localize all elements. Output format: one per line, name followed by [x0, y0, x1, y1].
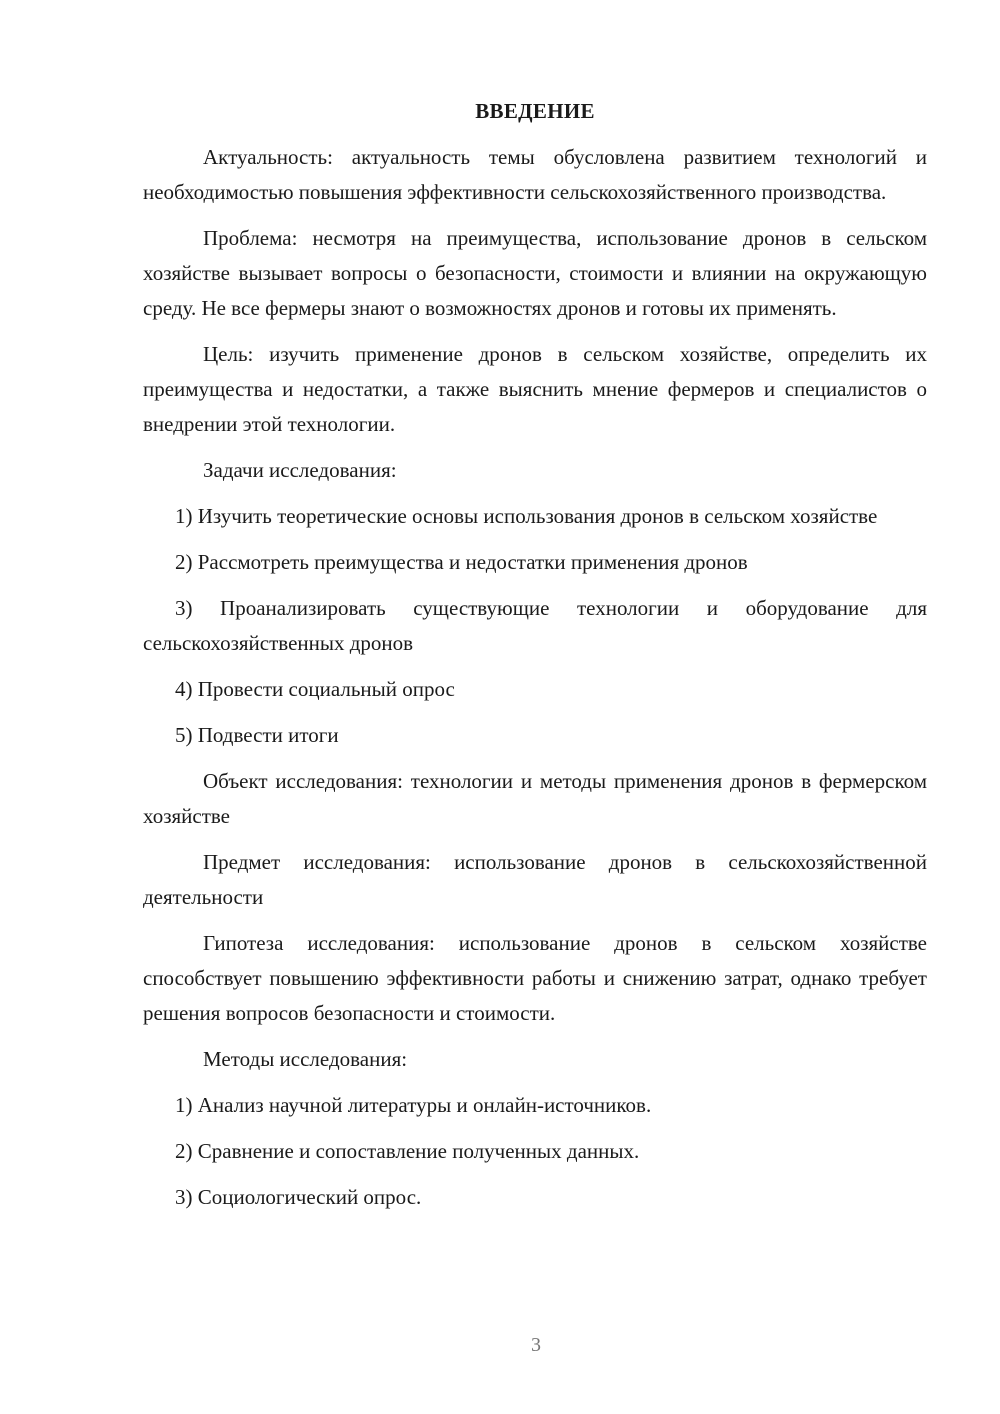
paragraph-subject: Предмет исследования: использование дронов в сельскохозяйственной деятельности — [143, 850, 927, 909]
method-item-3: 3) Социологический опрос. — [175, 1185, 422, 1209]
task-item-4: 4) Провести социальный опрос — [175, 677, 455, 701]
page-number: 3 — [531, 1334, 541, 1356]
paragraph-goal: Цель: изучить применение дронов в сельском хозяйстве, определить их преимущества и недостатки, а также выяснить мнение фермеров и специалистов о внедрении этой технологии. — [143, 342, 927, 436]
paragraph-methods-heading: Методы исследования: — [203, 1047, 408, 1071]
paragraph-relevance: Актуальность: актуальность темы обусловлена развитием технологий и необходимостью повышения эффективности сельскохозяйственного производства. — [143, 145, 927, 204]
paragraph-problem: Проблема: несмотря на преимущества, использование дронов в сельском хозяйстве вызывает вопросы о безопасности, стоимости и влиянии на окружающую среду. Не все фермеры знают о возможностях дронов и готовы их применять. — [143, 226, 927, 320]
paragraph-hypothesis: Гипотеза исследования: использование дронов в сельском хозяйстве способствует повышению эффективности работы и снижению затрат, однако требует решения вопросов безопасности и стоимости. — [143, 931, 927, 1025]
page-content — [143, 96, 927, 1226]
task-item-1: 1) Изучить теоретические основы использования дронов в сельском хозяйстве — [175, 504, 878, 528]
task-item-2: 2) Рассмотреть преимущества и недостатки применения дронов — [175, 550, 748, 574]
paragraph-object: Объект исследования: технологии и методы применения дронов в фермерском хозяйстве — [143, 769, 927, 828]
method-item-1: 1) Анализ научной литературы и онлайн-источников. — [175, 1093, 652, 1117]
task-item-5: 5) Подвести итоги — [175, 723, 339, 747]
page-title: ВВЕДЕНИЕ — [475, 99, 595, 123]
method-item-2: 2) Сравнение и сопоставление полученных данных. — [175, 1139, 640, 1163]
paragraph-tasks-heading: Задачи исследования: — [203, 458, 397, 482]
task-item-3: 3) Проанализировать существующие технологии и оборудование для сельскохозяйственных дронов — [143, 596, 927, 655]
